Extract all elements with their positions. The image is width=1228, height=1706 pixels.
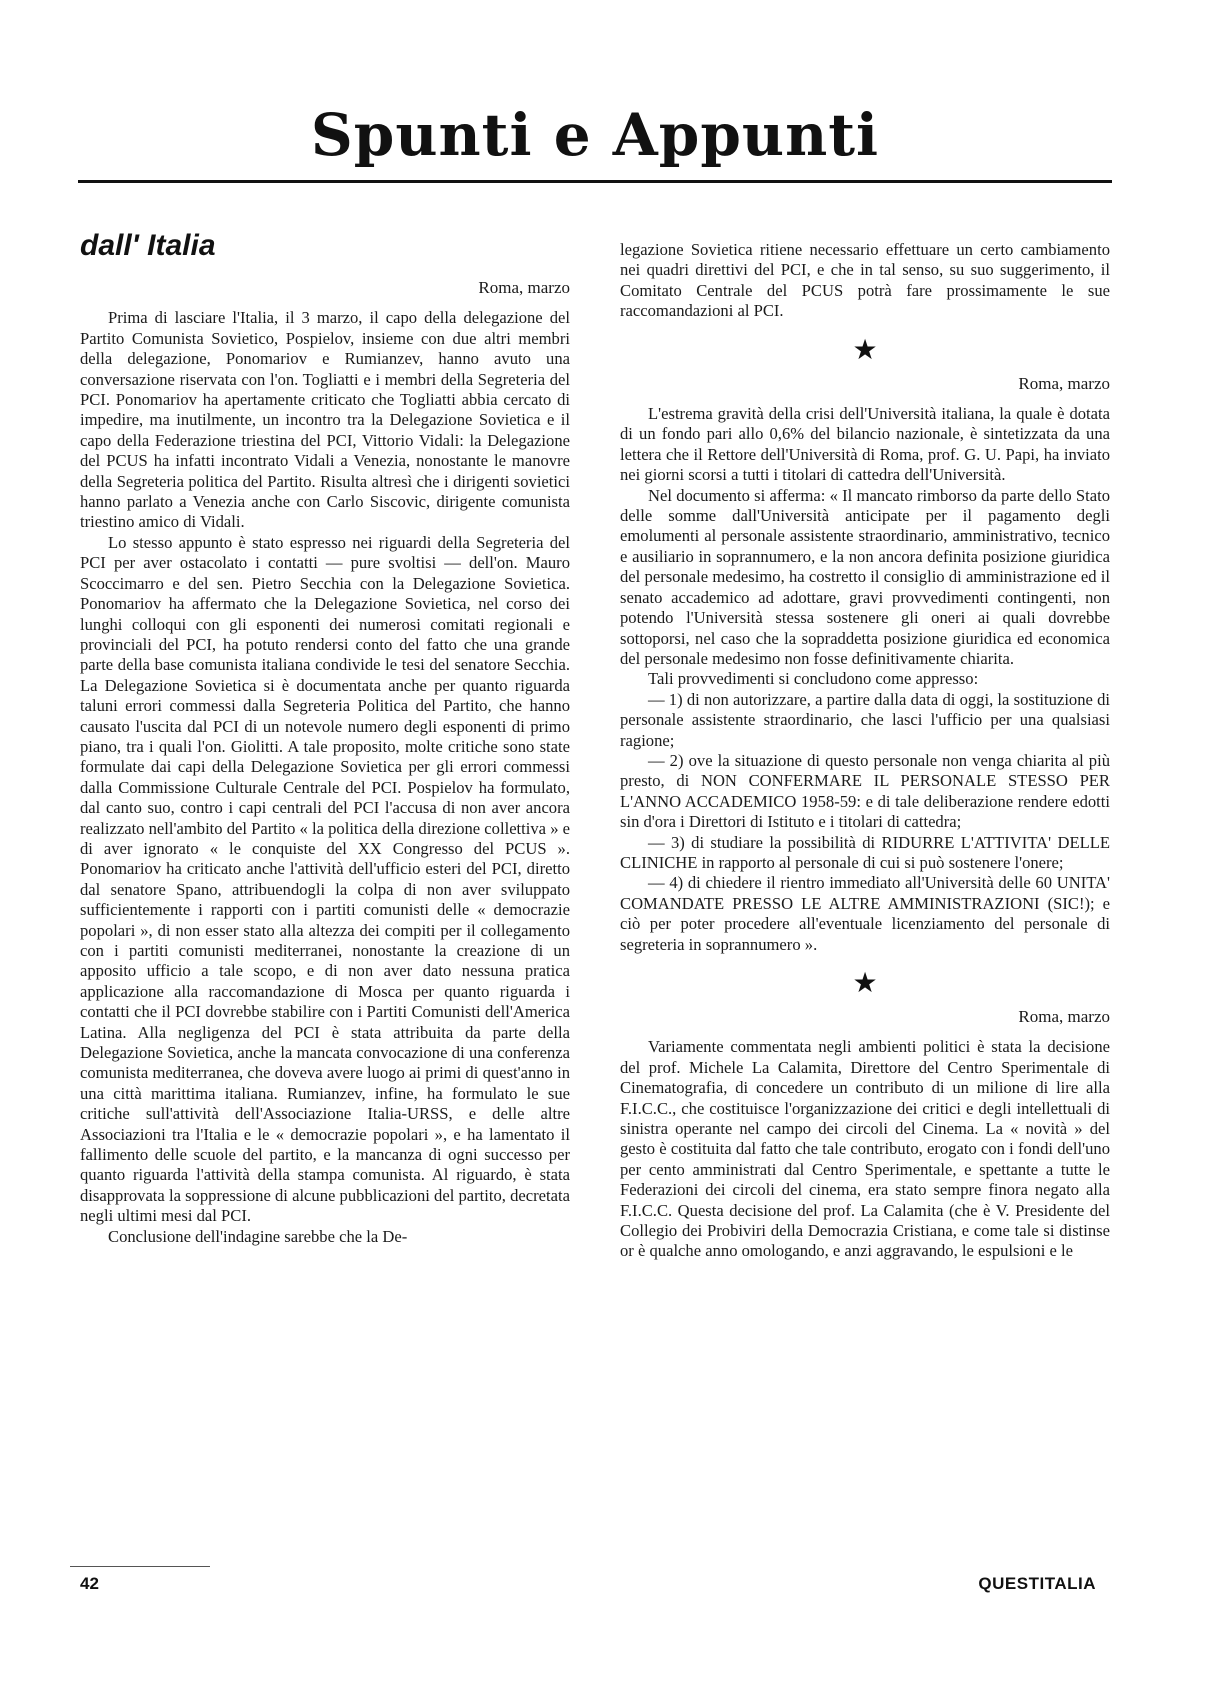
paragraph: — 3) di studiare la possibilità di RIDURRE L'ATTIVITA' DELLE CLINICHE in rapporto al personale di cui si può sostenere l'onere; <box>620 832 1110 872</box>
paragraph: Conclusione dell'indagine sarebbe che la De- <box>108 1226 408 1246</box>
star-separator-icon: ★ <box>852 968 878 999</box>
dateline: Roma, marzo <box>478 278 570 297</box>
dateline: Roma, marzo <box>1018 373 1110 393</box>
section-title: Spunti e Appunti <box>310 101 880 169</box>
paragraph: — 4) di chiedere il rientro immediato all'Università delle 60 UNITA' COMANDATE PRESSO LE ALTRE AMMINISTRAZIONI (SIC!); e ciò per poter procedere all'eventuale licenziamento del personale di segreteria in soprannumero ». <box>620 873 1110 954</box>
left-column <box>80 228 570 1247</box>
title-divider <box>78 180 1112 183</box>
page-number: 42 <box>80 1574 99 1593</box>
paragraph: Prima di lasciare l'Italia, il 3 marzo, il capo della delegazione del Partito Comunista Sovietico, Pospielov, insieme con due altri membri della delegazione, Ponomariov e Rumianzev, hanno avuto una conversazione riservata con l'on. Togliatti e i membri della Segreteria del PCI. Ponomariov ha apertamente criticato che Togliatti abbia cercato di impedire, ma inutilmente, un incontro tra la Delegazione Sovietica e il capo della Federazione triestina del PCI, Vittorio Vidali: la Delegazione del PCUS ha infatti incontrato Vidali a Venezia, nonostante le manovre della Segreteria politica del Partito. Risulta altresì che i dirigenti sovietici hanno parlato a Venezia anche con Carlo Siscovic, dirigente comunista triestino amico di Vidali. <box>80 308 570 532</box>
paragraph: Nel documento si afferma: « Il mancato rimborso da parte dello Stato delle somme dall'Università anticipate per il pagamento degli emolumenti al personale assistente straordinario, amministrativo, tecnico e ausiliario in soprannumero, e la non ancora definita posizione giuridica del personale medesimo, ha costretto il consiglio di amministrazione ed il senato accademico ad adottare, gravi provvedimenti contingenti, non potendo l'Università stessa sostenere gli oneri ai quali dovrebbe sottoporsi, nel caso che la sopraddetta posizione giuridica ed economica del personale medesimo non fosse definitivamente chiarita. <box>620 485 1110 668</box>
paragraph: — 1) di non autorizzare, a partire dalla data di oggi, la sostituzione di personale assistente straordinario, che lasci l'ufficio per una qualsiasi ragione; <box>620 689 1110 750</box>
dateline: Roma, marzo <box>1018 1007 1110 1026</box>
column-heading: dall' Italia <box>80 229 216 262</box>
paragraph: Tali provvedimenti si concludono come appresso: <box>648 669 979 689</box>
paragraph: Lo stesso appunto è stato espresso nei riguardi della Segreteria del PCI per aver ostacolato i contatti — pure svoltisi — dell'on. Mauro Scoccimarro e del sen. Pietro Secchia con la Delegazione Sovietica. Ponomariov ha affermato che la Delegazione Sovietica, nel corso dei lunghi colloqui con gli esponenti dei numerosi comitati regionali e provinciali del PCI, ha potuto rendersi conto del fatto che una grande parte della base comunista italiana condivide le tesi del senatore Secchia. La Delegazione Sovietica si è documentata anche per quanto riguarda taluni errori commessi dalla Segreteria Politica del Partito, che hanno causato l'uscita dal PCI di un notevole numero degli esponenti di primo piano, tra i quali l'on. Giolitti. A tale proposito, molte critiche sono state formulate dai capi della Delegazione Sovietica per gli errori commessi dalla Commissione Culturale Centrale del PCI. Pospielov ha formulato, dal canto suo, contro i capi centrali del PCI l'accusa di non aver ancora realizzato nell'ambito del Partito « la politica della direzione collettiva » e di aver ignorato « le conquiste del XX Congresso del PCUS ». Ponomariov ha criticato anche l'attività dell'ufficio esteri del PCI, diretto dal senatore Spano, attribuendogli la colpa di non aver sviluppato sufficientemente i rapporti con i partiti comunisti delle « democrazie popolari », di non esser stato alla altezza dei compiti per il collegamento con i partiti comunisti mediterranei, nonostante la creazione di un apposito ufficio a tale scopo, e di non aver dato nessuna pratica applicazione alla raccomandazione di Mosca per quanto riguarda i contatti che il PCI dovrebbe stabilire con i Partiti Comunisti dell'America Latina. Alla negligenza del PCI è stata attribuita da parte della Delegazione Sovietica, anche la mancata convocazione di una conferenza comunista mediterranea, che doveva avere luogo ai primi di quest'anno in una città marittima italiana. Rumianzev, infine, ha formulato le sue critiche sull'attività dell'Associazione Italia-URSS, e delle altre Associazioni tra l'Italia e le « democrazie popolari », e ha lamentato il fallimento delle scuole del partito, e la mancanza di ogni successo per quanto riguarda l'attività della stampa comunista. Al riguardo, è stata disapprovata la soppressione di alcune pubblicazioni del partito, decretata negli ultimi mesi dal PCI. <box>80 532 571 1226</box>
paragraph: Variamente commentata negli ambienti politici è stata la decisione del prof. Michele La Calamita, Direttore del Centro Sperimentale di Cinematografia, di concedere un contributo di un milione di lire alla F.I.C.C., che costituisce l'organizzazione dei critici e degli intellettuali di sinistra operante nel campo dei circoli del Cinema. La « novità » del gesto è costituita dal fatto che tale contributo, erogato con i fondi dell'uno per cento amministrati dal Centro Sperimentale, e spettante a tutte le Federazioni dei circoli del cinema, era stato sempre finora negato alla F.I.C.C. Questa decisione del prof. La Calamita (che è V. Presidente del Collegio dei Probiviri della Democrazia Cristiana, e come tale si distinse or è qualche anno omologando, e anzi aggravando, le espulsioni e le <box>620 1037 1110 1261</box>
paragraph: L'estrema gravità della crisi dell'Università italiana, la quale è dotata di un fondo pari allo 0,6% del bilancio nazionale, è sintetizzata da una lettera che il Rettore dell'Università di Roma, prof. G. U. Papi, ha inviato nei giorni scorsi a tutti i titolari di cattedra dell'Università. <box>620 404 1110 485</box>
publication-name: QUESTITALIA <box>978 1574 1096 1593</box>
paragraph: — 2) ove la situazione di questo personale non venga chiarita al più presto, di NON CONFERMARE IL PERSONALE STESSO PER L'ANNO ACCADEMICO 1958-59: e di tale deliberazione rendere edotti sin d'ora i Direttori di Istituto e i titolari di cattedra; <box>620 750 1110 832</box>
footer-rule <box>70 1566 210 1567</box>
right-column <box>620 240 1110 1262</box>
star-separator-icon: ★ <box>852 334 878 366</box>
paragraph: legazione Sovietica ritiene necessario effettuare un certo cambiamento nei quadri direttivi del PCI, e che in tal senso, su suo suggerimento, il Comitato Centrale del PCUS potrà fare prossimamente le sue raccomandazioni al PCI. <box>620 240 1110 321</box>
